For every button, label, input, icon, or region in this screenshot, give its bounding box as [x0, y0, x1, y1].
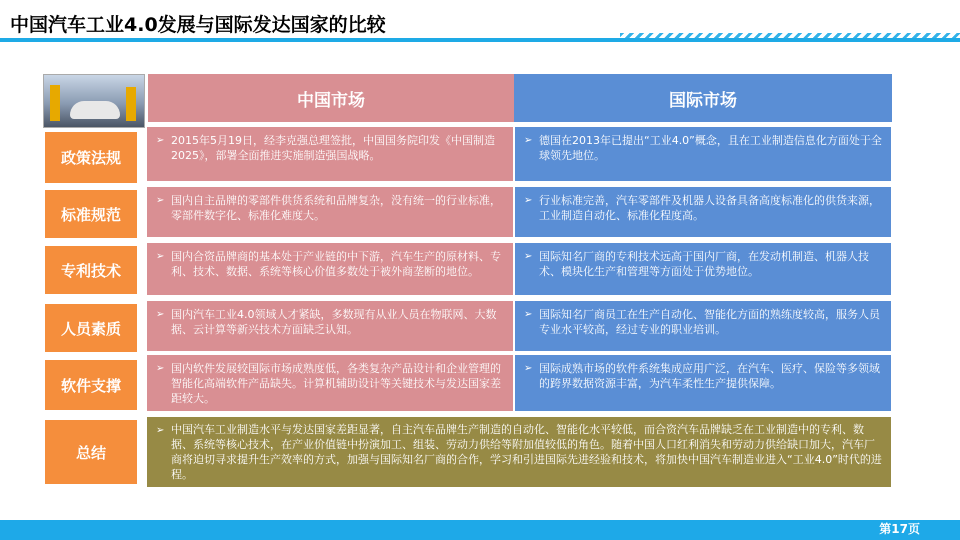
footer-bar — [0, 520, 960, 540]
column-header-intl: 国际市场 — [514, 74, 892, 122]
row-label-software: 软件支撑 — [43, 358, 139, 412]
bullet-arrow-icon: ➢ — [156, 309, 165, 320]
cell-summary: ➢ 中国汽车工业制造水平与发达国家差距显著，自主汽车品牌生产制造的自动化、智能化水平较低，而合资汽车品牌缺乏在工业制造中的专利、数据、系统等核心技术，在产业价值链中扮演加工、组装、劳动力供给等附加值较低的角色。随着中国人口红利消失和劳动力供给缺口加大，汽车厂商将迫切寻求提升生产效率的方式，加强与国际知名厂商的合作，学习和引进国际先进经验和技术，将加快中国汽车制造业进入“工业4.0”时代的进程。 — [146, 416, 892, 488]
bullet-arrow-icon: ➢ — [524, 135, 533, 146]
cell-intl-standards: ➢ 行业标准完善，汽车零部件及机器人设备具备高度标准化的供货来源，工业制造自动化、标准化程度高。 — [514, 186, 892, 238]
bullet-arrow-icon: ➢ — [156, 135, 165, 146]
bullet-arrow-icon: ➢ — [156, 363, 165, 374]
cell-china-software: ➢ 国内软件发展较国际市场成熟度低，各类复杂产品设计和企业管理的智能化高端软件产品缺失。计算机辅助设计等关键技术与发达国家差距较大。 — [146, 354, 514, 412]
factory-robot-image — [43, 74, 145, 128]
column-header-china: 中国市场 — [148, 74, 514, 122]
cell-intl-patents: ➢ 国际知名厂商的专利技术远高于国内厂商，在发动机制造、机器人技术、模块化生产和管理等方面处于优势地位。 — [514, 242, 892, 296]
row-label-standards: 标准规范 — [43, 188, 139, 240]
cell-china-personnel: ➢ 国内汽车工业4.0领域人才紧缺，多数现有从业人员在物联网、大数据、云计算等新兴技术方面缺乏认知。 — [146, 300, 514, 352]
bullet-arrow-icon: ➢ — [156, 425, 165, 436]
cell-china-standards: ➢ 国内自主品牌的零部件供货系统和品牌复杂，没有统一的行业标准，零部件数字化、标准化难度大。 — [146, 186, 514, 238]
row-label-patents: 专利技术 — [43, 244, 139, 296]
page-title: 中国汽车工业4.0发展与国际发达国家的比较 — [10, 14, 386, 36]
bullet-arrow-icon: ➢ — [156, 195, 165, 206]
bullet-arrow-icon: ➢ — [524, 195, 533, 206]
row-label-summary: 总结 — [43, 418, 139, 486]
cell-china-policy: ➢ 2015年5月19日，经李克强总理签批，中国国务院印发《中国制造2025》，部署全面推进实施制造强国战略。 — [146, 126, 514, 182]
bullet-arrow-icon: ➢ — [524, 309, 533, 320]
header-rule — [0, 38, 960, 42]
bullet-arrow-icon: ➢ — [524, 363, 533, 374]
row-label-personnel: 人员素质 — [43, 302, 139, 354]
bullet-arrow-icon: ➢ — [156, 251, 165, 262]
cell-china-patents: ➢ 国内合资品牌商的基本处于产业链的中下游，汽车生产的原材料、专利、技术、数据、系统等核心价值多数处于被外商垄断的地位。 — [146, 242, 514, 296]
bullet-arrow-icon: ➢ — [524, 251, 533, 262]
cell-intl-policy: ➢ 德国在2013年已提出“工业4.0”概念，且在工业制造信息化方面处于全球领先地位。 — [514, 126, 892, 182]
cell-intl-personnel: ➢ 国际知名厂商员工在生产自动化、智能化方面的熟练度较高，服务人员专业水平较高，经过专业的职业培训。 — [514, 300, 892, 352]
cell-intl-software: ➢ 国际成熟市场的软件系统集成应用广泛，在汽车、医疗、保险等多领域的跨界数据资源丰富，为汽车柔性生产提供保障。 — [514, 354, 892, 412]
row-label-policy: 政策法规 — [43, 130, 139, 185]
page-number: 第17页 — [879, 522, 920, 536]
